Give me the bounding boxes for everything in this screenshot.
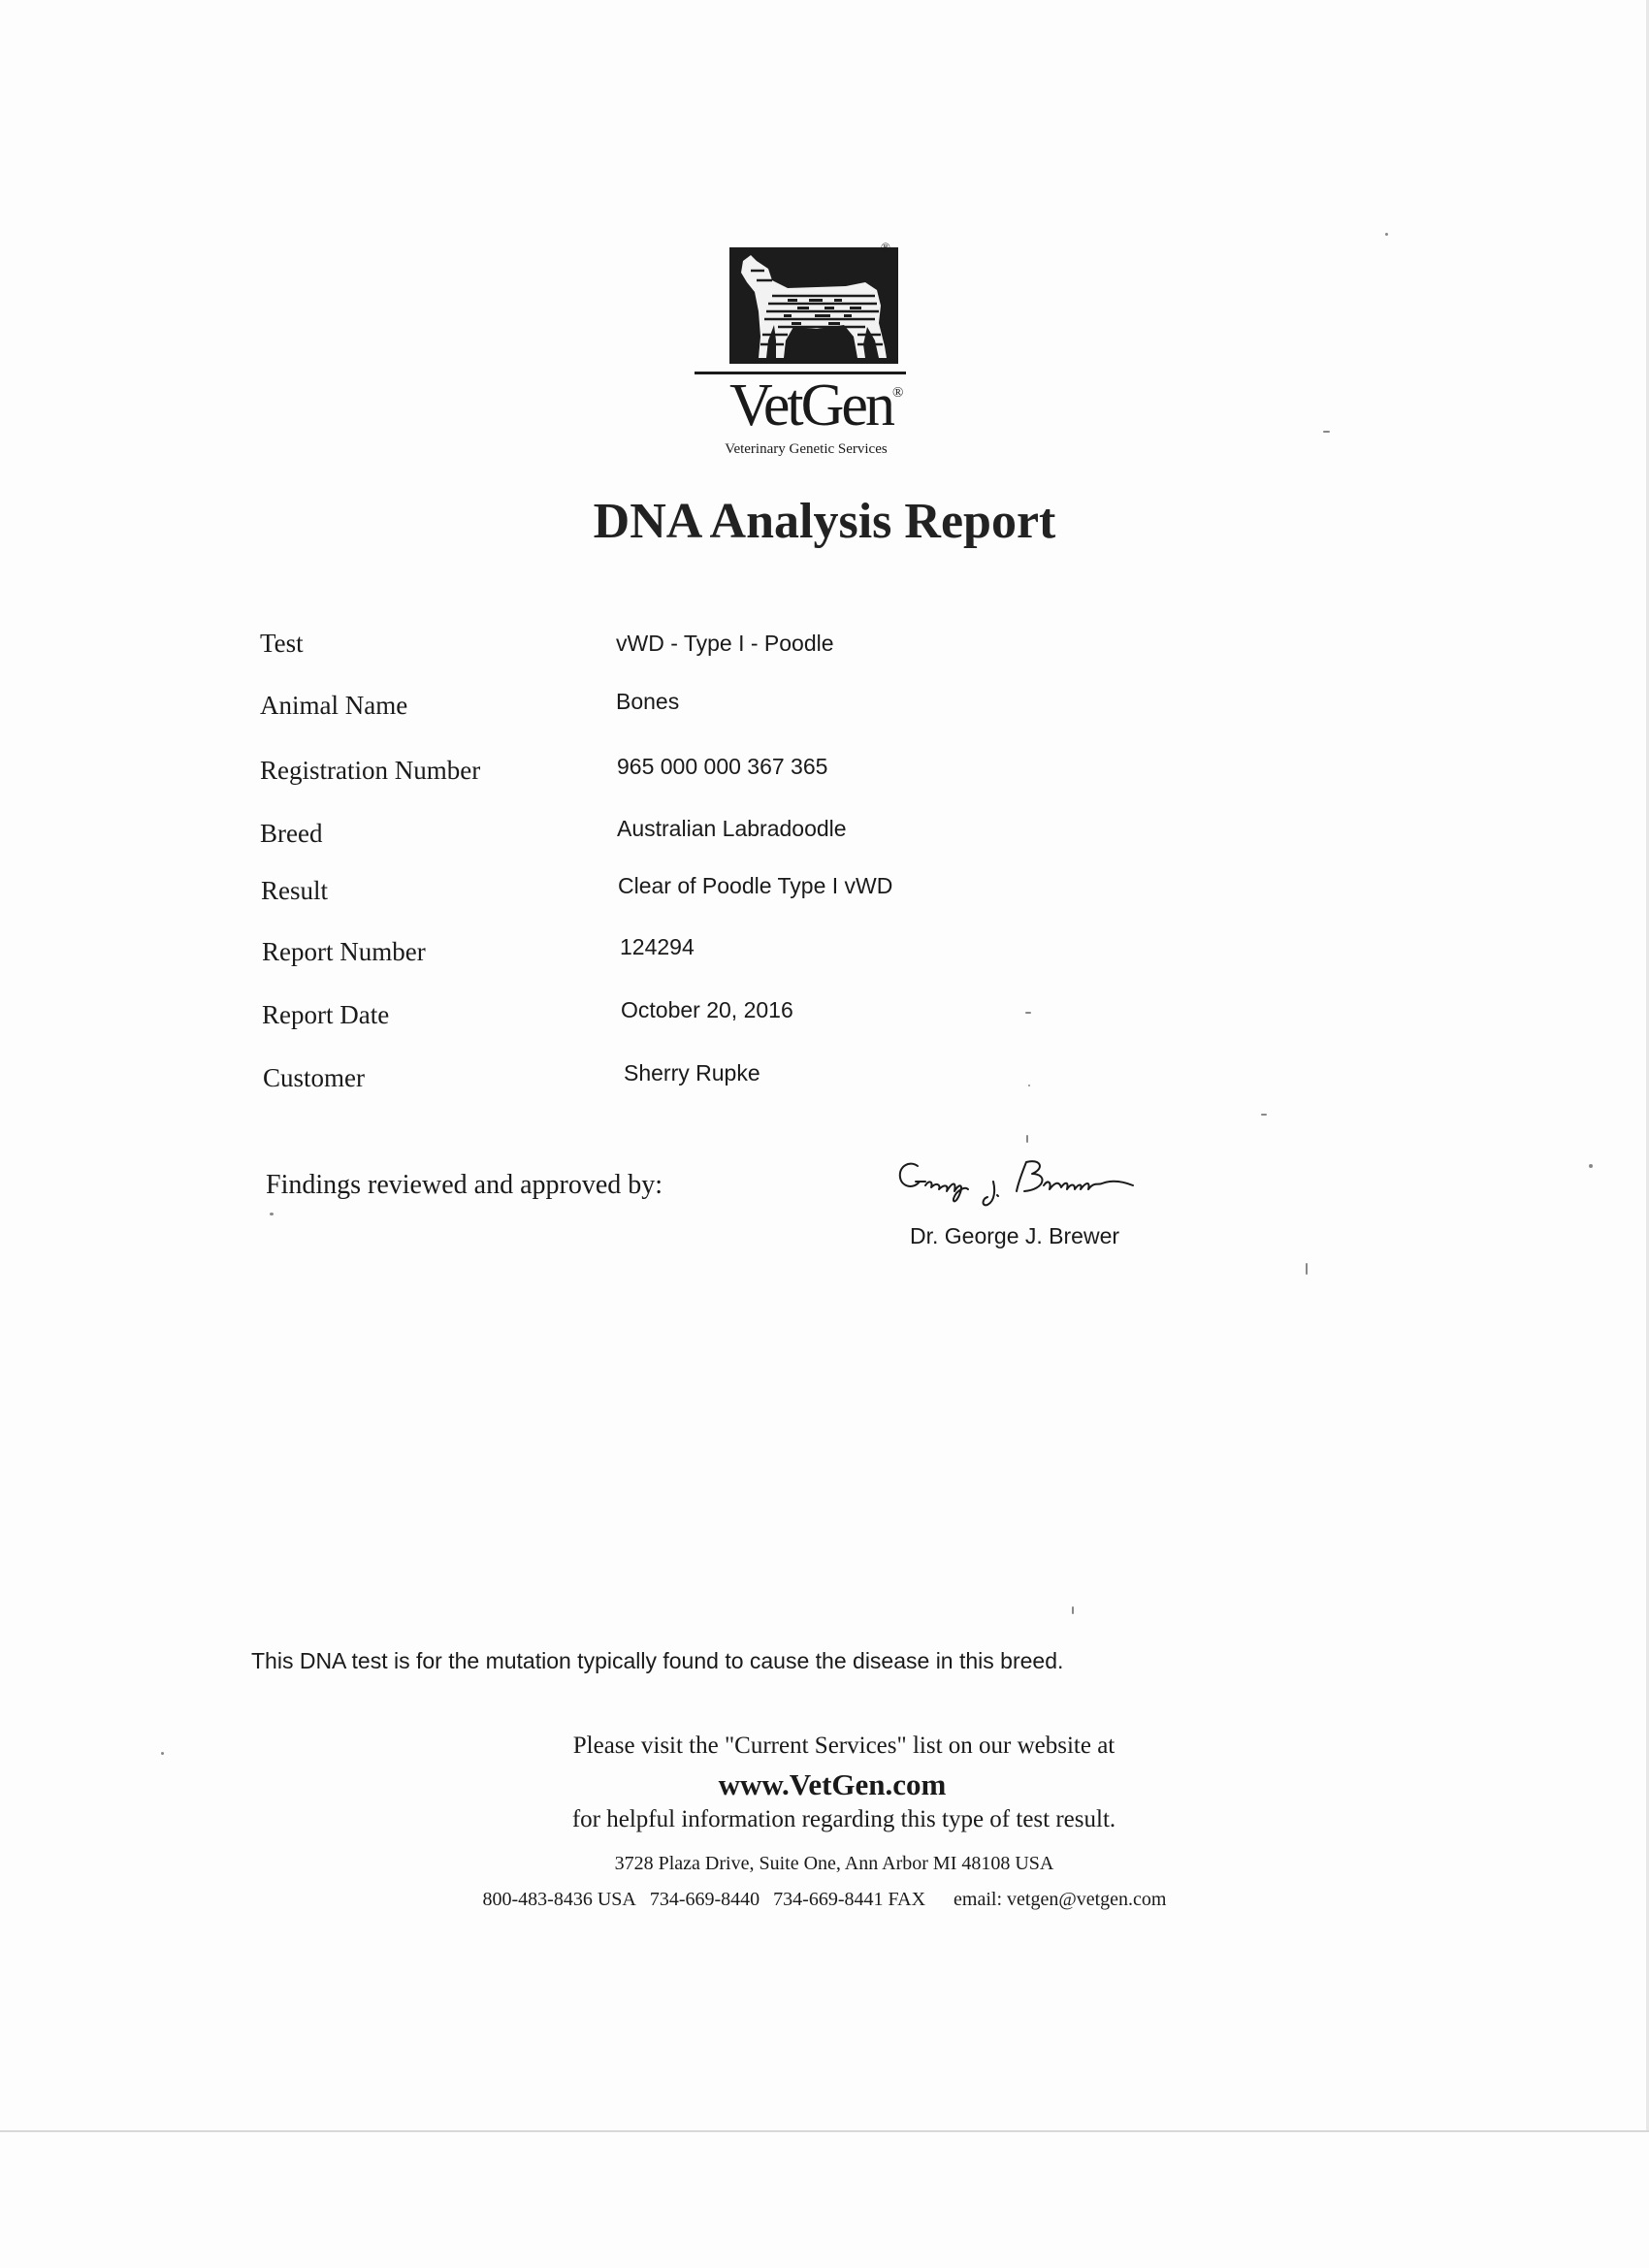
scan-speck [1261, 1114, 1267, 1116]
signer-name: Dr. George J. Brewer [910, 1223, 1120, 1248]
field-label-animal-name: Animal Name [260, 691, 408, 720]
scan-divider [0, 2130, 1649, 2132]
brand-tagline: Veterinary Genetic Services [725, 441, 888, 457]
footer-fax: 734-669-8441 FAX [773, 1889, 926, 1910]
scan-speck [1589, 1164, 1593, 1168]
field-value-result: Clear of Poodle Type I vWD [618, 873, 893, 898]
footer-email[interactable]: email: vetgen@vetgen.com [954, 1889, 1167, 1910]
scan-speck [1026, 1135, 1028, 1143]
footer-helpful-line: for helpful information regarding this type of test result. [571, 1806, 1116, 1832]
brand-name: VetGen [729, 373, 892, 438]
field-label-registration-number: Registration Number [260, 756, 481, 785]
footer-website-link[interactable]: www.VetGen.com [718, 1767, 947, 1801]
field-label-test: Test [260, 629, 304, 658]
scan-speck [1385, 233, 1388, 236]
scan-speck [1025, 1012, 1031, 1014]
registered-mark: ® [881, 240, 890, 254]
scan-speck [270, 1213, 274, 1215]
page-title: DNA Analysis Report [593, 494, 1056, 549]
field-value-breed: Australian Labradoodle [617, 816, 847, 841]
approval-label: Findings reviewed and approved by: [266, 1170, 663, 1200]
vetgen-logo [695, 240, 966, 466]
footer-phone-local: 734-669-8440 [649, 1889, 760, 1910]
scan-speck [1306, 1263, 1308, 1275]
field-value-test: vWD - Type I - Poodle [616, 631, 834, 656]
scan-speck [1072, 1606, 1074, 1614]
footer-phone-tollfree: 800-483-8436 USA [482, 1889, 636, 1910]
registered-mark: ® [892, 385, 904, 401]
field-value-customer: Sherry Rupke [624, 1060, 760, 1085]
footer-visit-line: Please visit the "Current Services" list on our website at [572, 1733, 1116, 1759]
field-label-report-number: Report Number [262, 937, 426, 966]
field-value-animal-name: Bones [616, 689, 680, 714]
footer-address: 3728 Plaza Drive, Suite One, Ann Arbor MI 48108 USA [614, 1853, 1054, 1874]
dog-dna-logo-icon [729, 247, 898, 364]
scan-speck [1028, 1085, 1030, 1086]
signature [894, 1152, 1156, 1209]
field-label-result: Result [261, 876, 329, 905]
field-label-breed: Breed [260, 819, 323, 848]
field-value-report-number: 124294 [620, 934, 695, 959]
field-value-registration-number: 965 000 000 367 365 [617, 754, 828, 779]
disclaimer: This DNA test is for the mutation typically found to cause the disease in this breed. [251, 1648, 1064, 1673]
field-label-customer: Customer [263, 1063, 365, 1092]
field-value-report-date: October 20, 2016 [621, 997, 793, 1022]
field-label-report-date: Report Date [262, 1000, 390, 1029]
footer-contact [0, 1889, 1649, 1911]
scan-speck [1323, 431, 1330, 433]
